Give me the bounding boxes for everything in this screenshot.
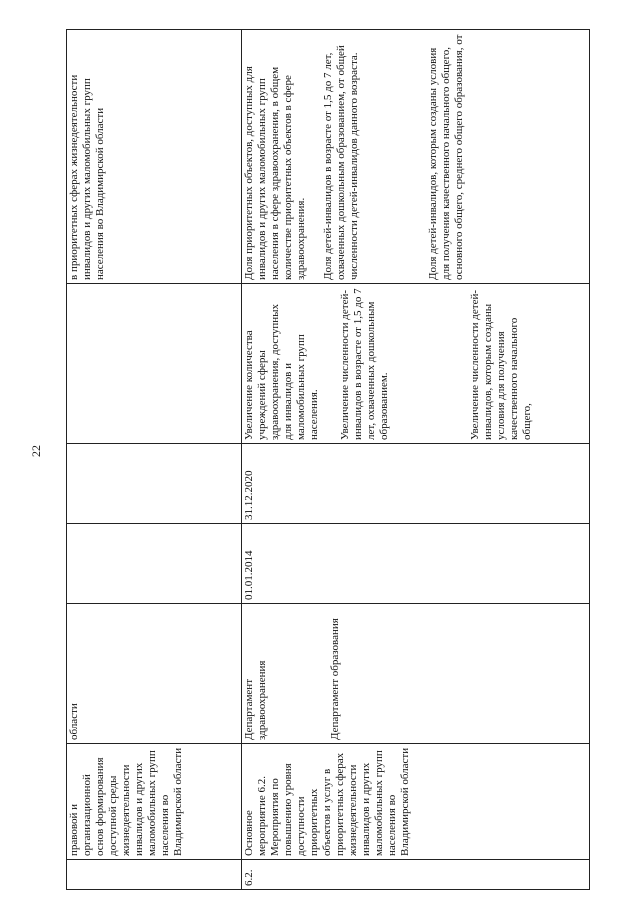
table-row	[67, 30, 242, 890]
result-preschool: Увеличение численности детей-инвалидов в возрасте от 1,5 до 7 лет, охваченных дошкольным образованием.	[339, 288, 390, 440]
cell-end-date: 31.12.2020	[242, 444, 590, 524]
rotated-table-wrapper	[66, 30, 606, 890]
measures-table	[66, 29, 590, 890]
page-number: 22	[29, 445, 43, 457]
cell-start-date	[67, 524, 242, 604]
cell-number	[67, 860, 242, 890]
result-general-education: Увеличение численности детей-инвалидов, которым созданы условия для получения качественного начального общего,	[469, 289, 533, 440]
spacer	[321, 287, 339, 440]
indicator-general-education: Доля детей-инвалидов, которым созданы условия для получения качественного начального общего, основного общего, среднего общего образования, от	[427, 34, 465, 280]
table-row	[242, 30, 590, 890]
result-healthcare: Увеличение количества учреждений сферы здравоохранения, доступных для инвалидов и маломобильных групп населения.	[243, 303, 320, 440]
cell-measure-name: правовой и организационной основ формирования доступной среды жизнедеятельности инвалидов и других маломобильных групп населения во Владимирской области	[67, 744, 242, 860]
indicator-preschool: Доля детей-инвалидов в возрасте от 1,5 до 7 лет, охваченных дошкольным образованием, от общей численности детей-инвалидов данного возраста.	[322, 45, 360, 280]
cell-executor	[242, 604, 590, 744]
cell-expected-result	[242, 284, 590, 444]
cell-end-date	[67, 444, 242, 524]
executor-education-department: Департамент образования	[329, 618, 341, 740]
cell-expected-result	[67, 284, 242, 444]
executor-health-department: Департамент здравоохранения	[243, 660, 268, 740]
cell-executor	[67, 604, 242, 744]
cell-indicator	[242, 30, 590, 284]
indicator-healthcare: Доля приоритетных объектов, доступных для инвалидов и других маломобильных групп населения в сфере здравоохранения, в общем количестве приоритетных объектов в сфере здравоохранения.	[243, 66, 307, 280]
indicator-text: в приоритетных сферах жизнедеятельности инвалидов и других маломобильных групп населения во Владимирской области	[68, 74, 106, 280]
cell-indicator	[67, 30, 242, 284]
spacer	[391, 287, 469, 440]
cell-start-date: 01.01.2014	[242, 524, 590, 604]
spacer	[269, 607, 329, 740]
cell-number: 6.2.	[242, 860, 590, 890]
cell-measure-name: Основное мероприятие 6.2. Мероприятия по повышению уровня доступности приоритетных объектов и услуг в приоритетных сферах жизнедеятельности инвалидов и других маломобильных групп населения во Владимирской области	[242, 744, 590, 860]
spacer	[308, 33, 322, 280]
spacer	[361, 33, 427, 280]
executor-text: области	[68, 703, 80, 740]
